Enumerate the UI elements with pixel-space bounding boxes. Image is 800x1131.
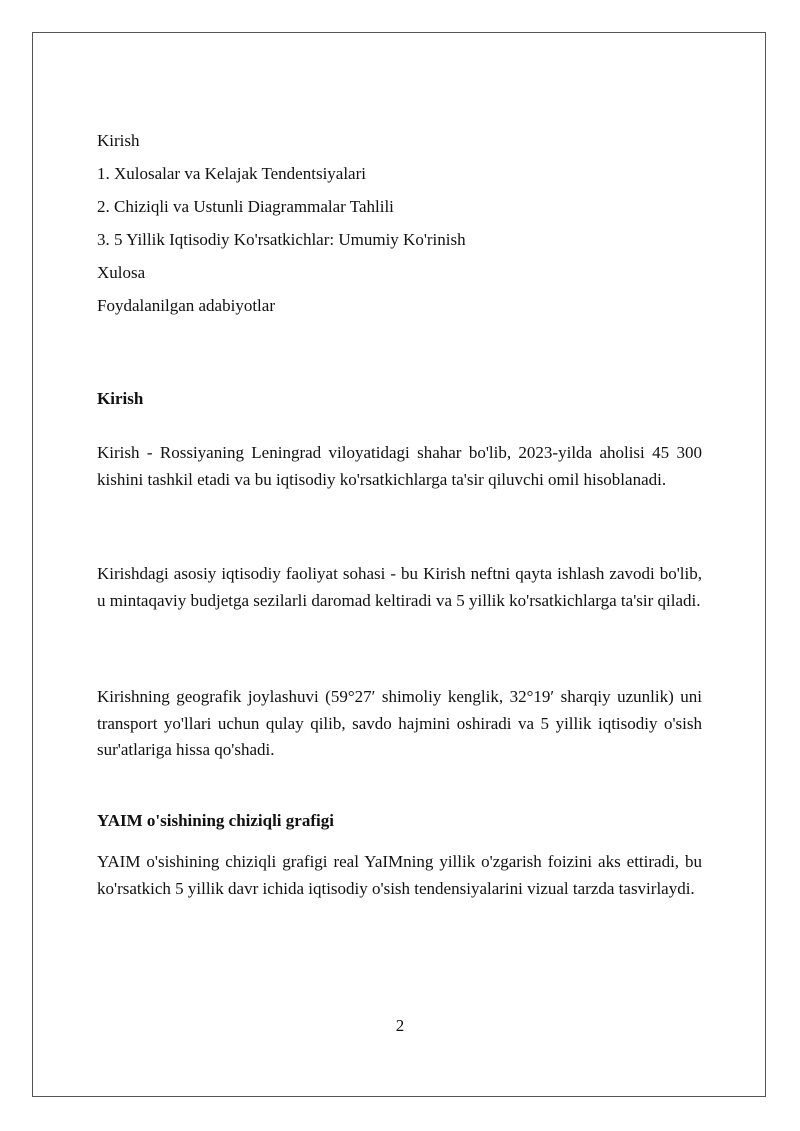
intro-heading: Kirish [97,389,144,408]
toc-item-chapter-3[interactable]: 3. 5 Yillik Iqtisodiy Ko'rsatkichlar: Umumiy Ko'rinish [97,230,466,249]
gdp-section-paragraph: YAIM o'sishining chiziqli grafigi real YaIMning yillik o'zgarish foizini aks ettiradi, bu ko'rsatkich 5 yillik davr ichida iqtisodiy o'sish tendensiyalarini vizual tarzda tasvirlaydi. [97,852,702,898]
toc-item-chapter-1[interactable]: 1. Xulosalar va Kelajak Tendentsiyalari [97,164,366,183]
intro-paragraph-1: Kirish - Rossiyaning Leningrad viloyatidagi shahar bo'lib, 2023-yilda aholisi 45 300 kishini tashkil etadi va bu iqtisodiy ko'rsatkichlarga ta'sir qiluvchi omil hisoblanadi. [97,443,702,489]
page-number: 2 [395,1016,405,1035]
gdp-section-heading: YAIM o'sishining chiziqli grafigi [97,811,334,830]
toc-item-intro[interactable]: Kirish [97,131,140,150]
toc-item-chapter-2[interactable]: 2. Chiziqli va Ustunli Diagrammalar Tahlili [97,197,394,216]
intro-paragraph-3: Kirishning geografik joylashuvi (59°27′ shimoliy kenglik, 32°19′ sharqiy uzunlik) uni transport yo'llari uchun qulay qilib, savdo hajmini oshiradi va 5 yillik iqtisodiy o'sish sur'atlariga hissa qo'shadi. [97,687,702,759]
toc-item-conclusion[interactable]: Xulosa [97,263,146,282]
intro-paragraph-2: Kirishdagi asosiy iqtisodiy faoliyat sohasi - bu Kirish neftni qayta ishlash zavodi bo'lib, u mintaqaviy budjetga sezilarli daromad keltiradi va 5 yillik ko'rsatkichlarga ta'sir qiladi. [97,564,702,610]
toc-item-references[interactable]: Foydalanilgan adabiyotlar [97,296,275,315]
table-of-contents [97,129,717,327]
